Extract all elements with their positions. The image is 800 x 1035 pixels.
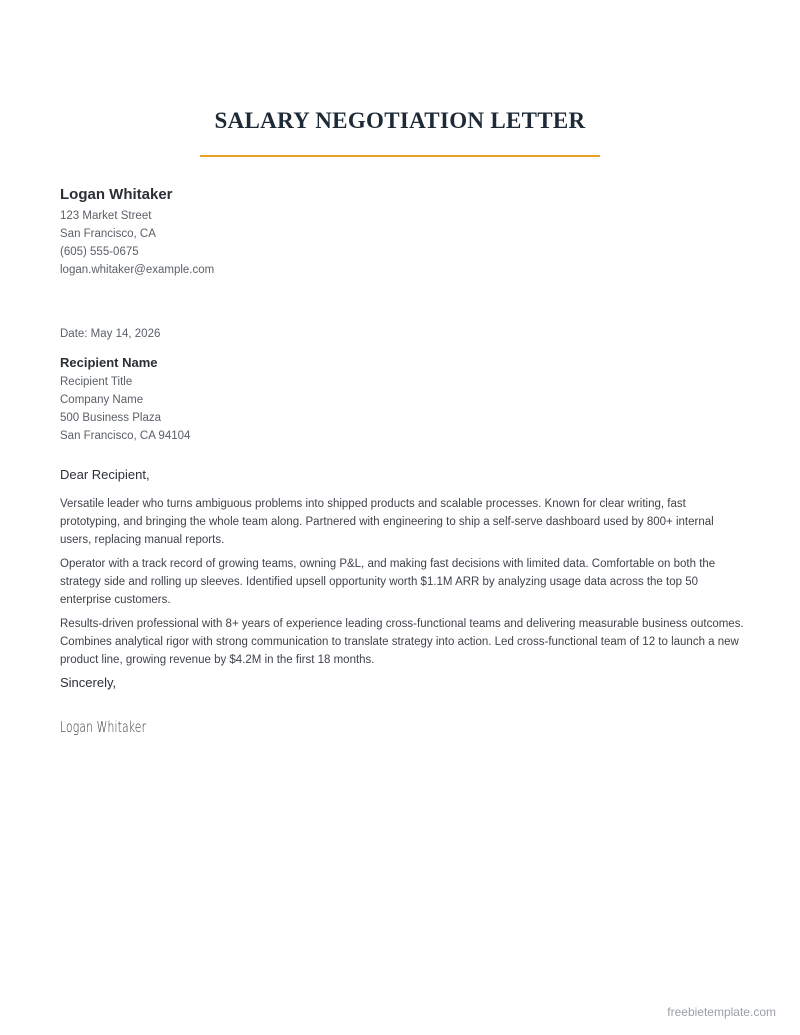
sender-phone: (605) 555-0675 xyxy=(60,246,139,258)
sender-street: 123 Market Street xyxy=(60,210,152,222)
footer-credit: freebietemplate.com xyxy=(667,1005,776,1019)
recipient-city: San Francisco, CA 94104 xyxy=(60,430,191,442)
sender-name: Logan Whitaker xyxy=(60,186,173,203)
sender-address-block xyxy=(60,207,214,279)
body-paragraph: Operator with a track record of growing teams, owning P&L, and making fast decisions with limited data. Comfortable on both the strategy side and rolling up sleeves. Identified upsell opportunity worth $1.1M ARR by analyzing usage data across the top 50 enterprise customers. xyxy=(60,558,716,606)
recipient-name: Recipient Name xyxy=(60,355,158,370)
letter-body xyxy=(60,495,745,675)
signature: Logan Whitaker xyxy=(60,718,147,736)
sender-city: San Francisco, CA xyxy=(60,228,156,240)
recipient-company: Company Name xyxy=(60,394,144,406)
recipient-title: Recipient Title xyxy=(60,376,133,388)
letter-title: SALARY NEGOTIATION LETTER xyxy=(214,108,586,133)
body-paragraph: Results-driven professional with 8+ years of experience leading cross-functional teams and delivering measurable business outcomes. Combines analytical rigor with strong communication to translate strategy into action. Led cross-functional team of 12 to launch a new product line, growing revenue by $4.2M in the first 18 months. xyxy=(60,618,744,666)
letter-date: Date: May 14, 2026 xyxy=(60,328,161,340)
recipient-street: 500 Business Plaza xyxy=(60,412,162,424)
salutation: Dear Recipient, xyxy=(60,467,150,482)
closing: Sincerely, xyxy=(60,675,117,690)
recipient-address-block xyxy=(60,373,190,445)
title-underline xyxy=(200,155,600,157)
sender-email: logan.whitaker@example.com xyxy=(60,264,215,276)
body-paragraph: Versatile leader who turns ambiguous problems into shipped products and scalable processes. Known for clear writing, fast prototyping, and bringing the whole team along. Partnered with engineering to ship a self-serve dashboard used by 800+ internal users, replacing manual reports. xyxy=(60,498,714,546)
